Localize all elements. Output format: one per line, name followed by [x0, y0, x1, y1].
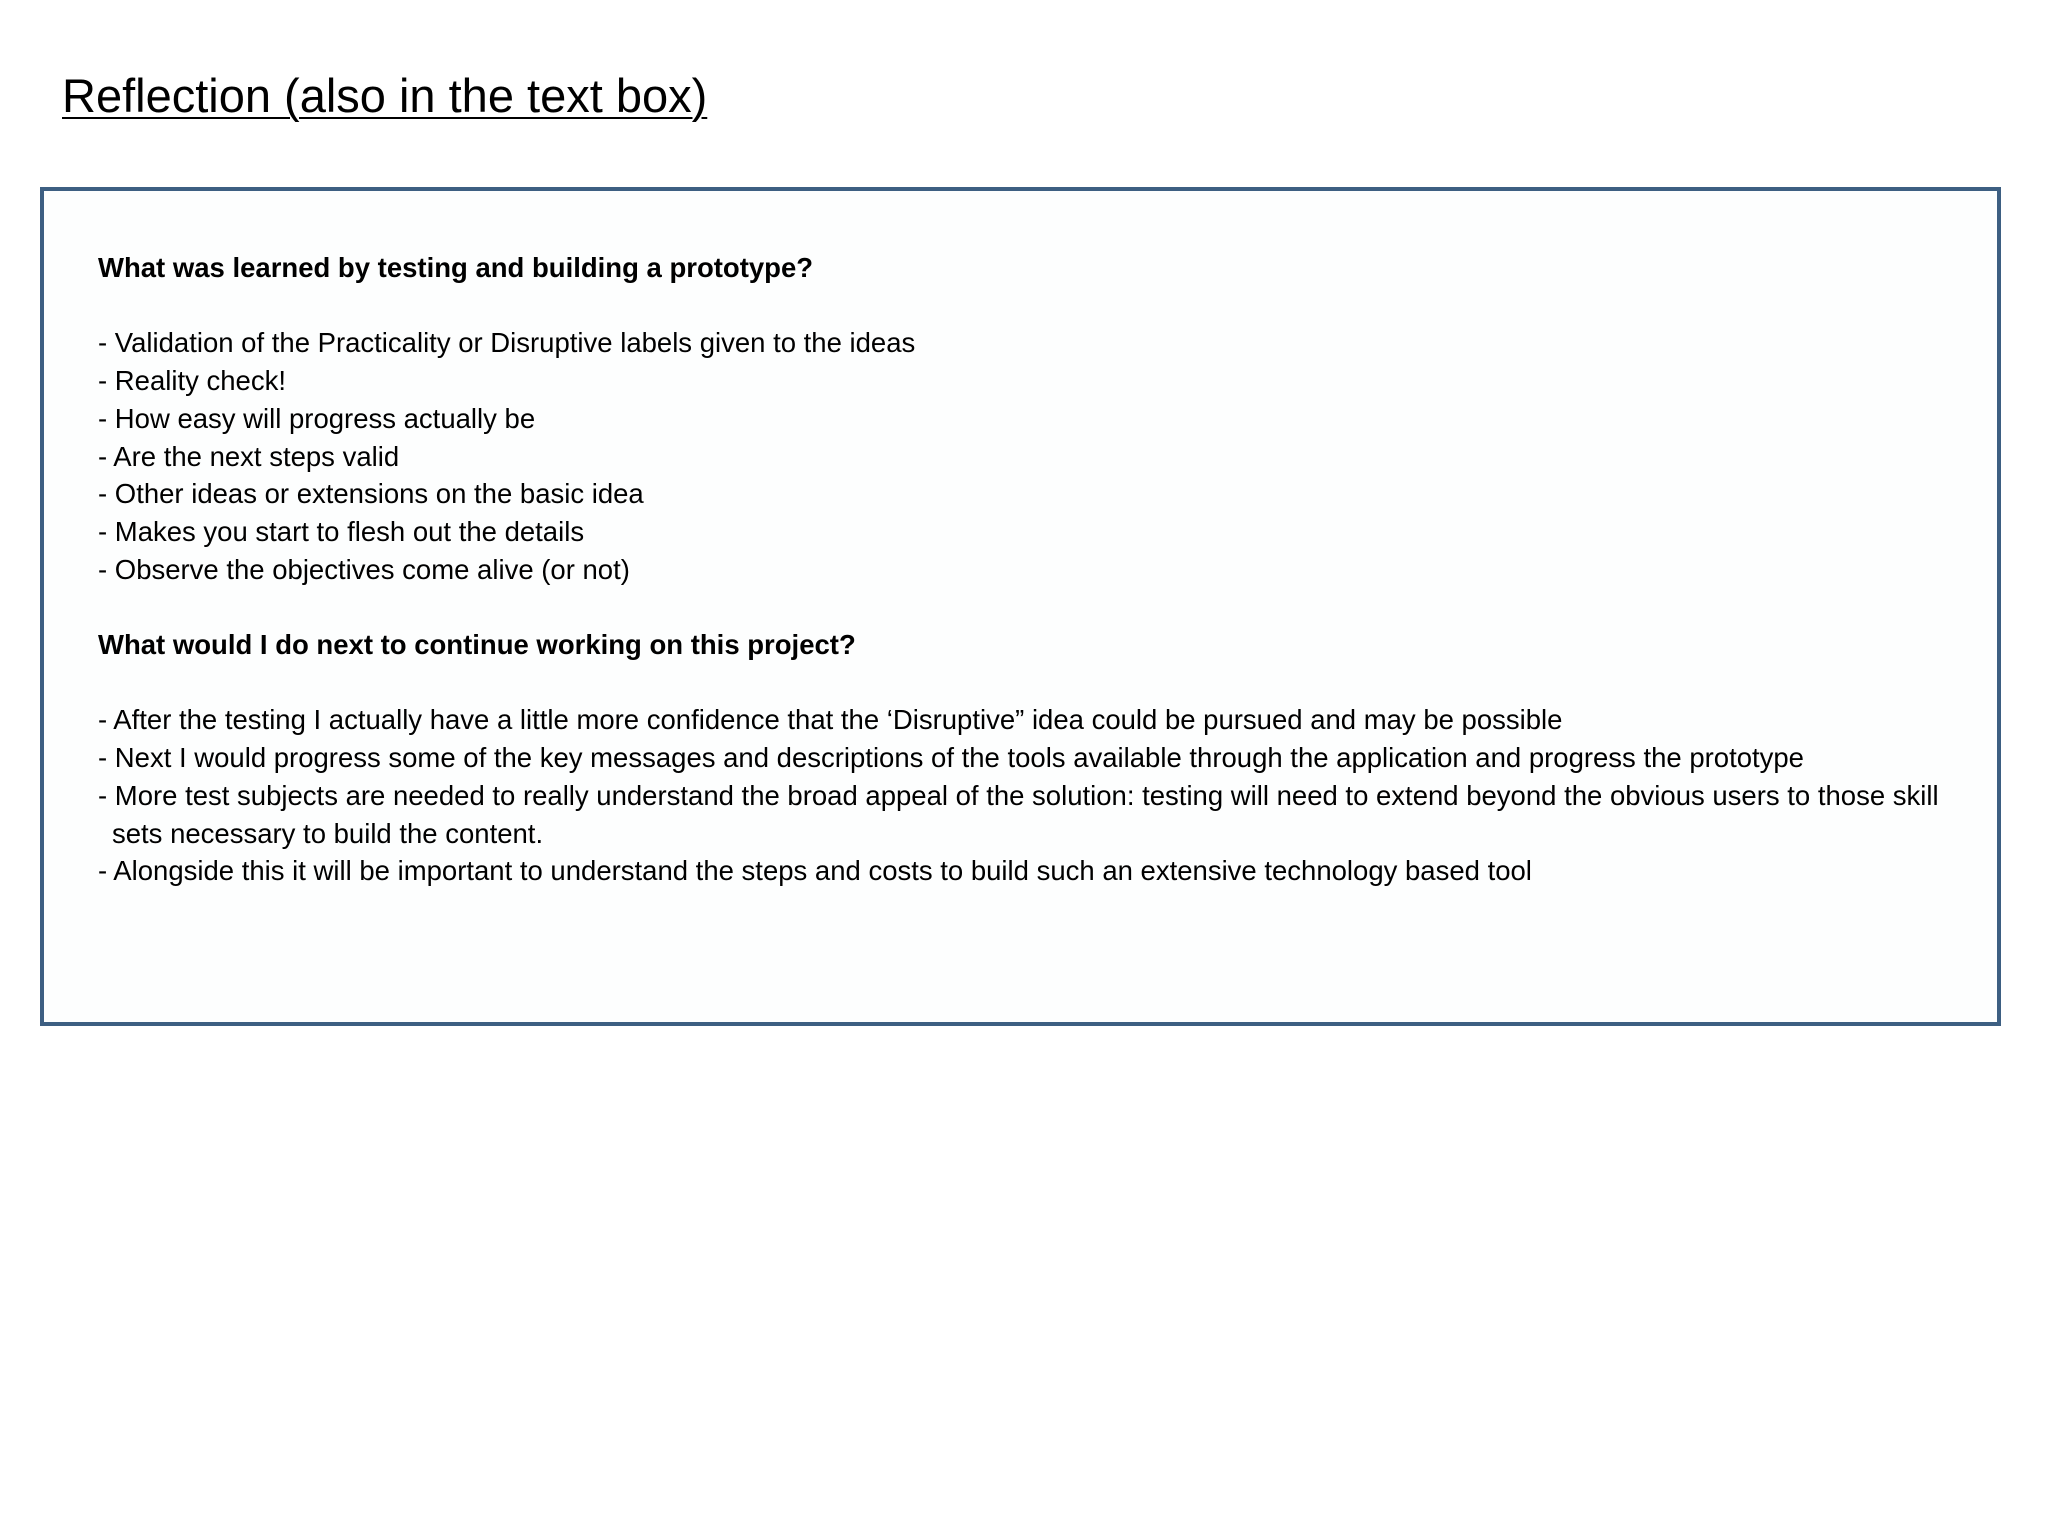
list-item: - More test subjects are needed to really understand the broad appeal of the solution: testing will need to extend beyond the obvious users to those skill sets necessary to build the content. — [98, 779, 1939, 849]
list-item: - Observe the objectives come alive (or not) — [98, 553, 630, 585]
spacer — [98, 588, 1957, 626]
list-item: - Reality check! — [98, 365, 286, 397]
list-item: - Other ideas or extensions on the basic idea — [98, 478, 644, 510]
list-item: - Validation of the Practicality or Disruptive labels given to the ideas — [98, 327, 916, 359]
page-title: Reflection (also in the text box) — [62, 69, 708, 122]
section-heading-learned: What was learned by testing and building a prototype? — [98, 252, 814, 283]
list-item: - Makes you start to flesh out the details — [98, 515, 585, 547]
list-item: - Are the next steps valid — [98, 440, 400, 472]
spacer — [98, 287, 1957, 325]
list-item: - Next I would progress some of the key messages and descriptions of the tools available through the application and progress the prototype — [98, 742, 1804, 774]
reflection-text-box — [40, 187, 2001, 1026]
list-item: - After the testing I actually have a little more confidence that the ‘Disruptive” idea could be pursued and may be possible — [98, 704, 1563, 736]
spacer — [98, 664, 1957, 702]
list-item: - How easy will progress actually be — [98, 402, 536, 434]
section-heading-next-steps: What would I do next to continue working on this project? — [98, 629, 856, 660]
text-box-content — [98, 249, 1957, 890]
list-item: - Alongside this it will be important to understand the steps and costs to build such an extensive technology based tool — [98, 855, 1532, 887]
